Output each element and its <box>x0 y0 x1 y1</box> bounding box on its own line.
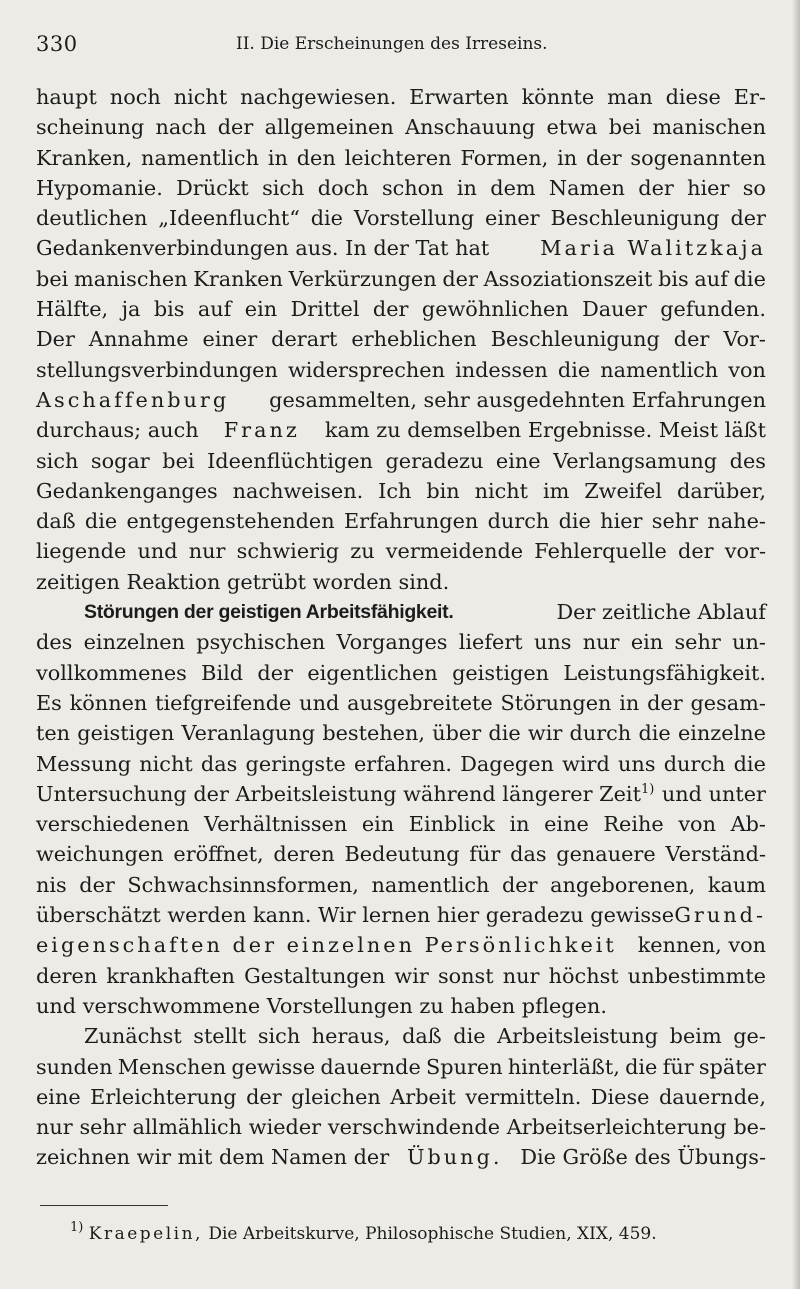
text-fragment: Gedankenverbindungen aus. In der Tat hat <box>36 236 490 261</box>
word: Vor- <box>723 327 766 352</box>
word: Ich <box>378 478 412 503</box>
word: Erleichterung <box>90 1084 237 1109</box>
word: könnte <box>521 85 595 109</box>
text-line <box>36 961 766 991</box>
word: das <box>200 751 238 776</box>
running-title: II. Die Erscheinungen des Irreseins. <box>236 34 548 54</box>
word: die <box>558 509 591 534</box>
word: Leistungsfähigkeit. <box>563 660 766 685</box>
word: geringste <box>245 751 346 776</box>
footnote-text: Die Arbeitskurve, Philosophische Studien, XIX, 459. <box>208 1224 657 1244</box>
word: ein <box>361 812 395 837</box>
word: nur <box>36 1115 73 1140</box>
spaced-term: Grund- <box>674 903 766 928</box>
text-line <box>36 112 766 142</box>
word: Einblick <box>408 812 495 837</box>
text-line <box>36 627 766 657</box>
word: die <box>625 1054 658 1079</box>
word: Fehlerquelle <box>534 539 667 564</box>
text-fragment: Untersuchung der Arbeitsleistung während längerer Zeit <box>36 781 641 806</box>
word: namentlich <box>600 357 719 382</box>
word: Annahme <box>88 327 189 352</box>
word: allgemeinen <box>264 115 394 140</box>
text-line <box>36 839 766 869</box>
word: durch <box>487 509 550 534</box>
word: Zunächst <box>84 1024 182 1049</box>
word: gleichen <box>291 1084 381 1109</box>
word: krankhaften <box>106 963 235 988</box>
word: be- <box>733 1115 766 1140</box>
word: Es <box>36 690 62 715</box>
word: kaum <box>707 872 766 897</box>
text-fragment: kennen, von <box>637 933 766 958</box>
word: einer <box>485 206 540 231</box>
word: des <box>36 630 73 655</box>
scan-edge-shadow <box>792 0 800 1289</box>
footnote-reference: 1) <box>640 781 655 797</box>
word: sogenannten <box>630 145 766 170</box>
word: bis <box>153 297 185 322</box>
text-line <box>36 658 766 688</box>
word: in <box>619 690 640 715</box>
word: wird <box>562 751 610 776</box>
text-line <box>36 506 766 536</box>
word: bei <box>36 266 69 291</box>
text-line: und verschwommene Vorstellungen zu haben pflegen. <box>36 993 607 1018</box>
word: verschwindende <box>327 1115 501 1140</box>
word: die <box>84 509 118 534</box>
word: Drückt <box>176 175 249 200</box>
word: Arbeit <box>390 1084 456 1109</box>
word: schwierig <box>236 539 340 564</box>
text-line <box>36 688 766 718</box>
word: der <box>257 660 293 685</box>
word: „Ideenflucht“ <box>158 206 300 231</box>
word: Dagegen <box>460 751 554 776</box>
word: ein <box>630 630 664 655</box>
text-line <box>36 1052 766 1082</box>
word: nicht <box>173 85 228 109</box>
word: Hypomanie. <box>36 175 163 200</box>
text-fragment: kam zu demselben Ergebnisse. Meist läßt <box>324 418 766 443</box>
text-line <box>36 324 766 354</box>
word: Arbeitserleichterung <box>506 1115 727 1140</box>
word: nur <box>582 630 620 655</box>
word: Diese <box>590 1084 650 1109</box>
text-fragment: Der zeitliche Ablauf <box>556 600 766 625</box>
word: Bild <box>201 660 244 685</box>
text-fragment <box>36 779 654 809</box>
word: bei <box>162 448 195 473</box>
word: im <box>542 478 570 503</box>
word: höchst <box>548 963 619 988</box>
word: den <box>296 145 336 170</box>
text-line <box>36 718 766 748</box>
word: Erfahrungen <box>343 509 479 534</box>
word: der <box>79 872 115 897</box>
word: manischen <box>73 266 188 291</box>
word: Vorganges <box>336 630 448 655</box>
word: leichteren <box>344 145 452 170</box>
word: die <box>733 751 766 776</box>
word: unbestimmte <box>627 963 766 988</box>
word: gefunden. <box>660 297 766 322</box>
footnote-marker: 1) <box>70 1220 84 1235</box>
text-line <box>36 1112 766 1142</box>
word: daß <box>36 509 76 534</box>
body-text <box>36 82 766 1173</box>
word: nur <box>502 963 540 988</box>
text-line <box>36 900 766 930</box>
word: beim <box>669 1024 722 1049</box>
word: in <box>267 145 288 170</box>
word: liefert <box>458 630 523 655</box>
word: deutlichen <box>36 206 148 231</box>
word: nicht <box>474 478 529 503</box>
word: indessen <box>455 357 548 382</box>
word: Er- <box>733 85 766 109</box>
text-line <box>36 597 766 627</box>
word: verschiedenen <box>36 812 190 837</box>
word: und <box>137 539 178 564</box>
text-fragment: Die Größe des Übungs- <box>520 1145 766 1170</box>
word: angeborenen, <box>550 872 696 897</box>
text-line <box>36 82 766 112</box>
word: Gestaltungen <box>244 963 386 988</box>
word: des <box>729 448 766 473</box>
word: der <box>372 297 409 322</box>
word: hier <box>687 175 730 200</box>
word: bestehen, <box>322 721 425 746</box>
text-line <box>36 870 766 900</box>
word: Messung <box>36 751 132 776</box>
word: Der <box>36 327 75 352</box>
word: genauere <box>556 842 656 867</box>
word: Kranken, <box>36 145 133 170</box>
word: die <box>453 1024 486 1049</box>
word: der <box>678 539 714 564</box>
word: schon <box>381 175 444 200</box>
word: Kranken <box>193 266 283 291</box>
word: durch <box>569 721 632 746</box>
word: man <box>607 85 653 109</box>
word: daß <box>402 1024 442 1049</box>
word: Beschleunigung <box>550 206 720 231</box>
word: Gedankenganges <box>36 478 218 503</box>
word: etwa <box>546 115 598 140</box>
word: derart <box>271 327 338 352</box>
text-line <box>36 294 766 324</box>
word: der <box>501 872 538 897</box>
word: in <box>456 175 477 200</box>
word: geistigen <box>77 721 175 746</box>
text-fragment: gesammelten, sehr ausgedehnten Erfahrungen <box>269 387 766 412</box>
word: deren <box>36 963 98 988</box>
word: geistigen <box>452 660 550 685</box>
word: sunden <box>36 1054 113 1079</box>
text-line <box>36 809 766 839</box>
spaced-name: Maria Walitzkaja <box>540 236 766 261</box>
text-line <box>36 264 766 294</box>
word: bin <box>426 478 460 503</box>
text-line <box>36 779 766 809</box>
word: stellungsverbindungen <box>36 357 278 382</box>
word: erfahren. <box>353 751 452 776</box>
word: uns <box>618 751 656 776</box>
word: sich <box>257 1024 301 1049</box>
word: eröffnet, <box>173 842 264 867</box>
footnote-author: Kraepelin, <box>88 1224 203 1244</box>
word: sogar <box>90 448 150 473</box>
word: auf <box>694 266 728 291</box>
word: über <box>432 721 482 746</box>
word: hier <box>600 509 643 534</box>
text-line <box>36 385 766 415</box>
word: in <box>557 145 578 170</box>
word: sehr <box>674 630 721 655</box>
word: Verhältnissen <box>203 812 348 837</box>
word: entgegenstehenden <box>126 509 335 534</box>
text-line <box>36 1021 766 1051</box>
word: liegende <box>36 539 127 564</box>
word: einzelne <box>677 721 766 746</box>
word: der <box>217 115 254 140</box>
text-line: zeitigen Reaktion getrübt worden sind. <box>36 569 450 594</box>
text-line <box>36 749 766 779</box>
word: der <box>442 266 478 291</box>
word: Bedeutung <box>344 842 460 867</box>
word: ein <box>244 297 278 322</box>
word: darüber, <box>677 478 766 503</box>
word: Erwarten <box>409 85 509 109</box>
word: namentlich <box>141 145 259 170</box>
word: eine <box>495 448 541 473</box>
spaced-name: Franz <box>223 418 300 443</box>
word: nachweisen. <box>232 478 364 503</box>
word: die <box>638 721 671 746</box>
word: für <box>662 1054 694 1079</box>
word: eigentlichen <box>307 660 438 685</box>
word: können <box>69 690 148 715</box>
word: das <box>510 842 547 867</box>
word: vor- <box>724 539 766 564</box>
word: Störungen <box>500 690 612 715</box>
word: sonst <box>437 963 494 988</box>
text-fragment: durchaus; auch <box>36 418 199 443</box>
word: vermeidende <box>385 539 524 564</box>
word: der <box>246 1084 282 1109</box>
word: Arbeitsleistung <box>497 1024 659 1049</box>
word: ten <box>36 721 71 746</box>
word: und <box>299 690 340 715</box>
word: nis <box>36 872 67 897</box>
word: Menschen <box>117 1054 227 1079</box>
word: nur <box>188 539 226 564</box>
text-line <box>36 355 766 385</box>
word: sehr <box>79 1115 126 1140</box>
text-fragment: überschätzt werden kann. Wir lernen hier geradezu gewisse <box>36 903 675 928</box>
word: für <box>469 842 501 867</box>
word: namentlich <box>371 872 490 897</box>
word: Veranlagung <box>181 721 316 746</box>
word: die <box>488 721 521 746</box>
word: psychischen <box>196 630 326 655</box>
word: nachgewiesen. <box>240 85 397 109</box>
word: deren <box>273 842 335 867</box>
footnote-rule <box>40 1205 168 1206</box>
word: Schwachsinnsformen, <box>127 872 359 897</box>
word: stellt <box>193 1024 247 1049</box>
word: heraus, <box>311 1024 391 1049</box>
text-line <box>36 930 766 960</box>
text-line <box>36 446 766 476</box>
word: erheblichen <box>351 327 477 352</box>
text-line <box>36 203 766 233</box>
text-line <box>36 415 766 445</box>
text-line <box>36 1142 766 1172</box>
word: scheinung <box>36 115 145 140</box>
word: hinterläßt, <box>507 1054 620 1079</box>
word: bis <box>658 266 689 291</box>
word: nahe- <box>707 509 766 534</box>
word: der <box>638 175 674 200</box>
word: weichungen <box>36 842 164 867</box>
word: un- <box>732 630 766 655</box>
text-line <box>36 476 766 506</box>
word: Beschleunigung <box>490 327 660 352</box>
word: wir <box>527 721 563 746</box>
word: manischen <box>652 115 766 140</box>
footnote <box>70 1222 750 1246</box>
word: geradezu <box>385 448 484 473</box>
word: der <box>730 206 766 231</box>
text-line <box>36 143 766 173</box>
spaced-name: Aschaffenburg <box>36 387 230 412</box>
word: einzelnen <box>83 630 185 655</box>
word: vollkommenes <box>36 660 187 685</box>
word: wieder <box>248 1115 322 1140</box>
text-line <box>36 1082 766 1112</box>
word: dauernde, <box>658 1084 766 1109</box>
word: gesam- <box>690 690 766 715</box>
word: doch <box>317 175 369 200</box>
word: Vorstellung <box>353 206 475 231</box>
word: zu <box>350 539 375 564</box>
text-fragment: zeichnen wir mit dem Namen der <box>36 1145 390 1170</box>
text-line <box>36 536 766 566</box>
word: von <box>678 812 716 837</box>
word: nicht <box>139 751 193 776</box>
word: haupt <box>36 85 97 109</box>
word: ja <box>121 297 141 322</box>
word: allmählich <box>132 1115 243 1140</box>
word: Hälfte, <box>36 297 109 322</box>
word: die <box>310 206 343 231</box>
word: Reihe <box>603 812 664 837</box>
word: durch <box>663 751 726 776</box>
text-fragment: und unter <box>661 781 766 806</box>
word: später <box>698 1054 766 1079</box>
word: eine <box>544 812 589 837</box>
page-header <box>36 30 766 60</box>
word: Formen, <box>460 145 549 170</box>
word: noch <box>109 85 161 109</box>
word: vermitteln. <box>465 1084 582 1109</box>
text-line <box>36 233 766 263</box>
page-number: 330 <box>36 32 78 56</box>
word: die <box>733 266 766 291</box>
word: gewisse <box>231 1054 316 1079</box>
word: widersprechen <box>287 357 445 382</box>
section-heading: Störungen der geistigen Arbeitsfähigkeit. <box>84 601 454 624</box>
word: dauernde <box>320 1054 421 1079</box>
word: Spuren <box>426 1054 503 1079</box>
word: sehr <box>651 509 699 534</box>
word: sich <box>262 175 305 200</box>
spaced-term: Übung. <box>406 1145 503 1170</box>
word: bei <box>608 115 642 140</box>
word: diese <box>665 85 721 109</box>
word: Anschauung <box>405 115 536 140</box>
word: von <box>728 357 766 382</box>
word: dem <box>490 175 536 200</box>
word: Zweifel <box>584 478 663 503</box>
word: tiefgreifende <box>155 690 292 715</box>
word: nach <box>155 115 207 140</box>
word: Verkürzungen <box>288 266 437 291</box>
word: Assoziationszeit <box>483 266 653 291</box>
word: Ideenflüchtigen <box>207 448 373 473</box>
word: der <box>586 145 622 170</box>
word: Drittel <box>290 297 360 322</box>
word: Verständ- <box>665 842 766 867</box>
word: ge- <box>733 1024 766 1049</box>
word: einer <box>202 327 258 352</box>
word: der <box>647 690 683 715</box>
word: Namen <box>548 175 625 200</box>
word: so <box>742 175 766 200</box>
word: Verlangsamung <box>553 448 718 473</box>
spaced-term: eigenschaften der einzelnen Persönlichkeit <box>36 933 617 958</box>
word: sich <box>36 448 79 473</box>
word: die <box>557 357 591 382</box>
text-line <box>36 173 766 203</box>
word: wir <box>394 963 429 988</box>
word: der <box>673 327 710 352</box>
word: auf <box>197 297 232 322</box>
word: in <box>509 812 530 837</box>
word: uns <box>533 630 572 655</box>
word: Ab- <box>730 812 766 837</box>
word: ausgebreitete <box>347 690 493 715</box>
word: Dauer <box>582 297 647 322</box>
word: eine <box>36 1084 81 1109</box>
word: gewöhnlichen <box>421 297 569 322</box>
